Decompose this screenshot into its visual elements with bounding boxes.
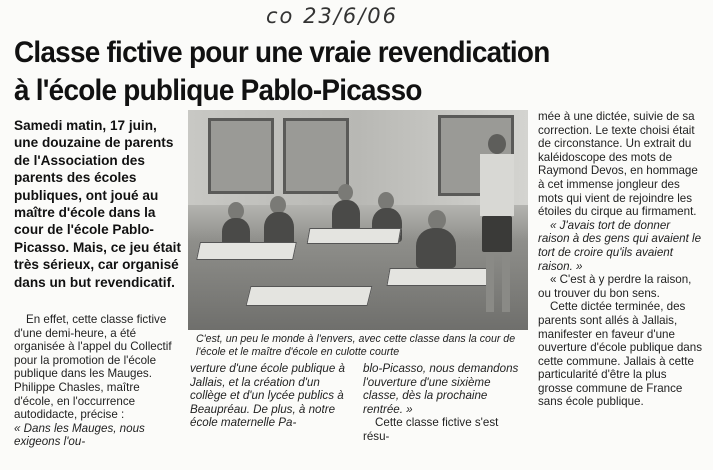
photo-desk bbox=[246, 286, 373, 306]
column-1-text: En effet, cette classe fictive d'une demi-heure, a été organisée à l'appel du Collectif pour la promotion de l'école publique dans les Mauges. Philippe Chasles, maître d'école, en l'occurrence autodidacte, précise : bbox=[14, 313, 172, 422]
column-3-quote: blo-Picasso, nous demandons l'ouverture d'une sixième classe, dès la prochaine rentrée. » bbox=[363, 362, 519, 416]
photo-person bbox=[332, 200, 360, 230]
photo-teacher-shirt bbox=[480, 154, 514, 216]
photo-caption: C'est, un peu le monde à l'envers, avec cette classe dans la cour de l'école et le maître d'école en culotte courte bbox=[196, 333, 516, 358]
column-2-text: verture d'une école publique à Jallais, et la création d'un collège et d'un lycée publics à Beaupréau. De plus, à notre école maternelle Pa- bbox=[190, 362, 345, 430]
photo-person bbox=[264, 212, 294, 246]
photo-desk bbox=[307, 228, 402, 244]
headline-line-1: Classe fictive pour une vraie revendication bbox=[14, 36, 550, 69]
article-headline bbox=[14, 34, 656, 110]
column-4-quote-1: « J'avais tort de donner raison à des gens qui avaient le tort de croire qu'ils avaient raison. » bbox=[538, 218, 702, 273]
photo-teacher-leg bbox=[502, 252, 510, 312]
photo-teacher-leg bbox=[486, 252, 494, 312]
article-column-4 bbox=[538, 110, 704, 409]
photo-desk bbox=[196, 242, 297, 260]
photo-desk bbox=[386, 268, 491, 286]
photo-person-head bbox=[338, 184, 353, 201]
photo-window bbox=[208, 118, 274, 194]
photo-teacher-shorts bbox=[482, 216, 512, 252]
article-lead: Samedi matin, 17 juin, une douzaine de parents de l'Association des parents des écoles publiques, ont joué au maître d'école dans la cour de l'école Pablo-Picasso. Mais, ce jeu était très sérieux, car organisé dans un but revendicatif. bbox=[14, 118, 181, 290]
photo-window bbox=[283, 118, 349, 194]
article-column-3 bbox=[363, 362, 523, 444]
headline-line-2: à l'école publique Pablo-Picasso bbox=[14, 74, 422, 107]
article-column-1 bbox=[14, 313, 182, 449]
handwritten-date-note: co 23/6/06 bbox=[266, 4, 399, 28]
photo-person-head bbox=[428, 210, 446, 230]
photo-person bbox=[416, 228, 456, 268]
column-4-paragraph-1: mée à une dictée, suivie de sa correction. Le texte choisi était de circonstance. Un extrait du kaléidoscope des mots de Raymond Devos, en hommage à cet immense jongleur des mots qui vient de rejoindre les étoiles du cirque au firmament. bbox=[538, 110, 698, 219]
column-4-paragraph-3: « C'est à y perdre la raison, ou trouver du bon sens. bbox=[538, 273, 692, 300]
article-photo bbox=[188, 110, 528, 330]
column-4-paragraph-4: Cette dictée terminée, des parents sont allés à Jallais, manifester en faveur d'une ouverture d'école publique dans cette commune. Jallais à cette particularité d'être la plus grosse commune de France sans école publique. bbox=[538, 300, 702, 409]
column-1-quote: « Dans les Mauges, nous exigeons l'ou- bbox=[14, 421, 145, 449]
photo-teacher-head bbox=[488, 134, 506, 154]
article-column-2 bbox=[190, 362, 350, 430]
column-3-text: Cette classe fictive s'est résu- bbox=[363, 416, 499, 443]
